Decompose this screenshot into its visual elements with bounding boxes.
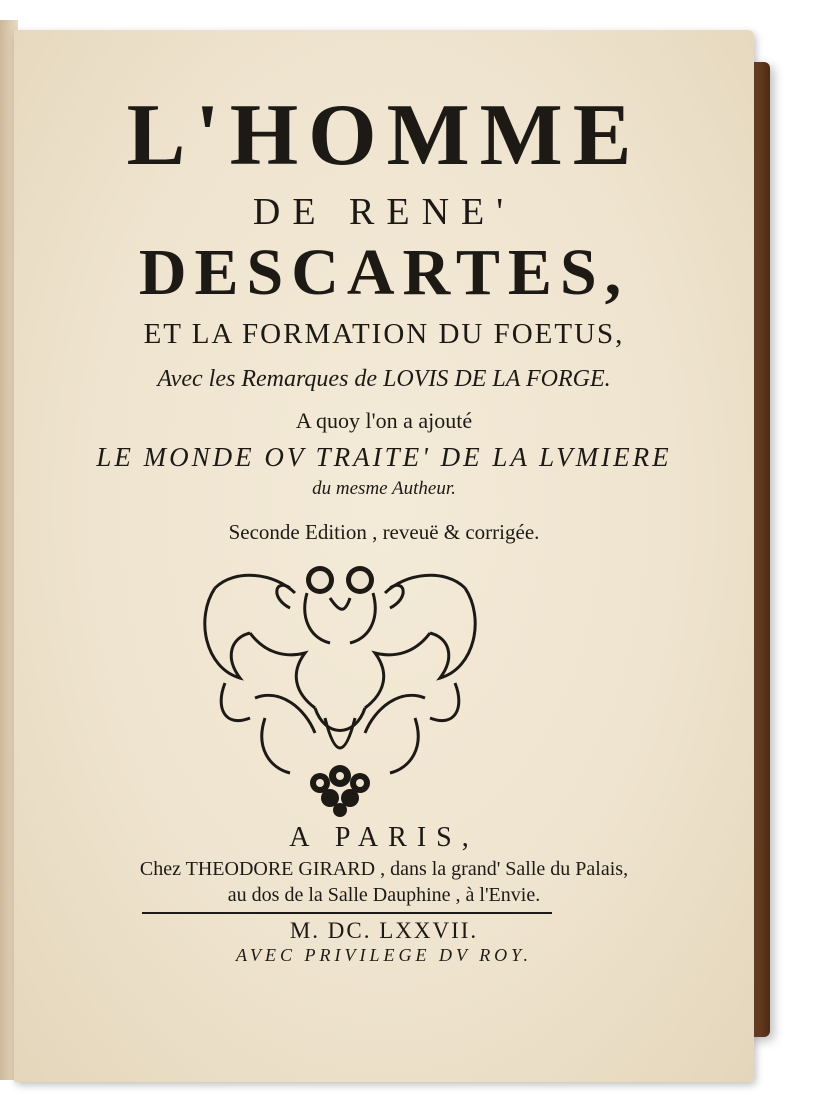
- added-line: A quoy l'on a ajouté: [295, 408, 473, 433]
- privilege-line: AVEC PRIVILEGE DV ROY.: [235, 945, 533, 965]
- title-line-de-rene: DE RENE': [252, 191, 516, 233]
- publisher-line-2: au dos de la Salle Dauphine , à l'Envie.: [227, 884, 541, 906]
- remarks-line: Avec les Remarques de LOVIS DE LA FORGE.: [157, 366, 611, 392]
- same-author-line: du mesme Autheur.: [312, 478, 456, 499]
- edition-line: Seconde Edition , reveuë & corrigée.: [228, 520, 540, 544]
- ornament-icon: [195, 558, 485, 818]
- subtitle-formation: ET LA FORMATION DU FOETUS,: [143, 318, 625, 350]
- place-line: A PARIS,: [289, 822, 479, 853]
- divider-rule: [142, 912, 552, 914]
- title-line-lhomme: L'HOMME: [126, 87, 642, 184]
- title-line-descartes: DESCARTES,: [138, 236, 630, 309]
- woodcut-ornament: [195, 558, 485, 818]
- le-monde-line: LE MONDE OV TRAITE' DE LA LVMIERE: [96, 442, 672, 472]
- year-line: M. DC. LXXVII.: [289, 918, 479, 943]
- publisher-line-1: Chez THEODORE GIRARD , dans la grand' Salle du Palais,: [139, 858, 629, 880]
